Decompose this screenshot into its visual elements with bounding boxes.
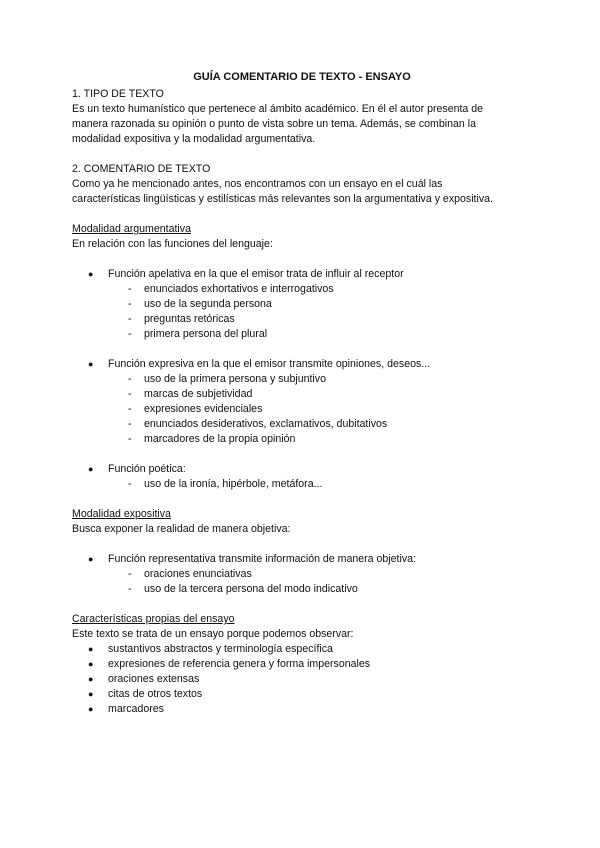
bullet-item: ● Función representativa transmite información de manera objetiva: [72,552,532,567]
bullet-item: ● Función poética: [72,462,532,477]
dash-list-poetica [72,477,532,492]
spacer [72,342,532,357]
bullet-item: ● Función apelativa en la que el emisor trata de influir al receptor [72,267,532,282]
bullet-item: ● citas de otros textos [72,687,532,702]
dash-item: - uso de la tercera persona del modo indicativo [72,582,532,597]
document-content [72,70,532,717]
section-heading-comentario: 2. COMENTARIO DE TEXTO [72,163,211,175]
intro-text: En relación con las funciones del lenguaje: [72,238,273,250]
bullet-list-poetica [72,462,532,477]
spacer [72,537,532,552]
dash-item: - enunciados desiderativos, exclamativos, dubitativos [72,417,532,432]
spacer [72,447,532,462]
bullet-list-apelativa [72,267,532,282]
paragraph-line: características lingüísticas y estilísticas más relevantes son la argumentativa y expositiva. [72,193,493,205]
spacer [72,252,532,267]
paragraph-line: manera razonada su opinión o punto de vista sobre un tema. Además, se combinan la [72,118,476,130]
bullet-item: ● sustantivos abstractos y terminología específica [72,642,532,657]
spacer [72,597,532,612]
subheading-expositiva: Modalidad expositiva [72,508,171,520]
paragraph-line: Como ya he mencionado antes, nos encontramos con un ensayo en el cuál las [72,178,443,190]
spacer [72,207,532,222]
bullet-item: ● marcadores [72,702,532,717]
dash-item: - preguntas retóricas [72,312,532,327]
spacer [72,147,532,162]
intro-text: Este texto se trata de un ensayo porque podemos observar: [72,628,354,640]
dash-item: - marcadores de la propia opinión [72,432,532,447]
subheading-ensayo: Características propias del ensayo [72,613,235,625]
dash-list-expresiva [72,372,532,447]
subheading-argumentativa: Modalidad argumentativa [72,223,191,235]
section-heading-tipo: 1. TIPO DE TEXTO [72,88,164,100]
dash-item: - primera persona del plural [72,327,532,342]
dash-list-apelativa [72,282,532,342]
dash-item: - oraciones enunciativas [72,567,532,582]
bullet-item: ● oraciones extensas [72,672,532,687]
dash-list-representativa [72,567,532,597]
paragraph-line: Es un texto humanístico que pertenece al ámbito académico. En él el autor presenta de [72,103,484,115]
intro-text: Busca exponer la realidad de manera objetiva: [72,523,291,535]
dash-item: - expresiones evidenciales [72,402,532,417]
dash-item: - uso de la ironía, hipérbole, metáfora... [72,477,532,492]
dash-item: - uso de la primera persona y subjuntivo [72,372,532,387]
dash-item: - uso de la segunda persona [72,297,532,312]
dash-item: - enunciados exhortativos e interrogativos [72,282,532,297]
bullet-list-ensayo [72,642,532,717]
document-title: GUÍA COMENTARIO DE TEXTO - ENSAYO [193,71,411,83]
bullet-item: ● expresiones de referencia genera y forma impersonales [72,657,532,672]
paragraph-line: modalidad expositiva y la modalidad argumentativa. [72,133,316,145]
bullet-list-representativa [72,552,532,567]
spacer [72,492,532,507]
bullet-list-expresiva [72,357,532,372]
dash-item: - marcas de subjetividad [72,387,532,402]
bullet-item: ● Función expresiva en la que el emisor transmite opiniones, deseos... [72,357,532,372]
